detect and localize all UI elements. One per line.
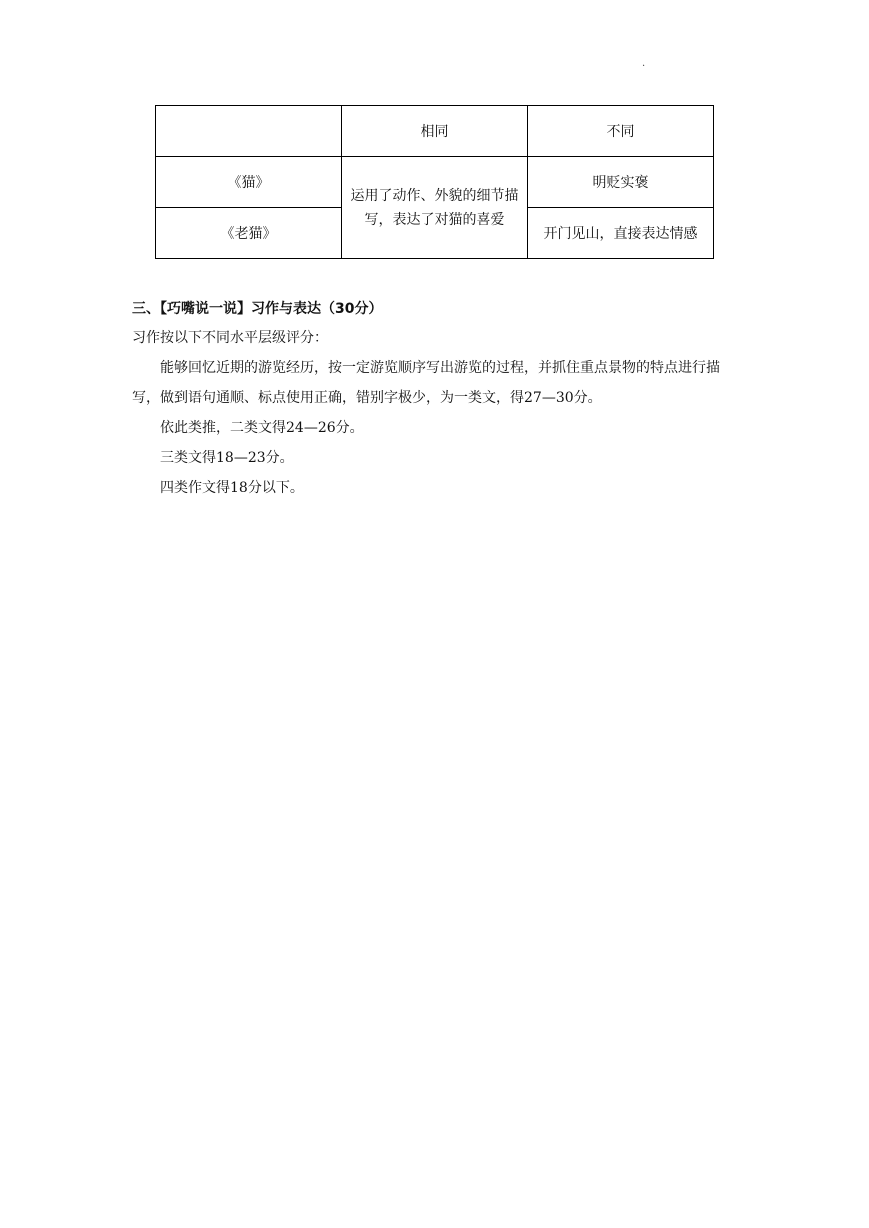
diff-cell-cat: 明贬实褒 [528,157,714,208]
row-title-old-cat: 《老猫》 [156,208,342,259]
section-intro: 习作按以下不同水平层级评分： [132,330,328,346]
header-cell-different: 不同 [528,106,714,157]
header-cell-empty [156,106,342,157]
grading-paragraph-1: 能够回忆近期的游览经历，按一定游览顺序写出游览的过程，并抓住重点景物的特点进行描写，做到语句通顺、标点使用正确，错别字极少，为一类文，得27—30分。 [132,360,720,406]
header-cell-same: 相同 [342,106,528,157]
grading-paragraph-3: 三类文得18—23分。 [160,450,294,466]
comparison-table [155,105,714,259]
grading-paragraph-4: 四类作文得18分以下。 [160,480,304,496]
table-header-row [156,106,714,157]
table-row [156,157,714,208]
diff-cell-old-cat: 开门见山，直接表达情感 [528,208,714,259]
page-marker: . [642,58,646,69]
grading-paragraph-2: 依此类推，二类文得24—26分。 [160,420,364,436]
section-title: 三、【巧嘴说一说】习作与表达（30分） [132,301,383,317]
row-title-cat: 《猫》 [156,157,342,208]
same-cell: 运用了动作、外貌的细节描写，表达了对猫的喜爱 [342,157,528,259]
